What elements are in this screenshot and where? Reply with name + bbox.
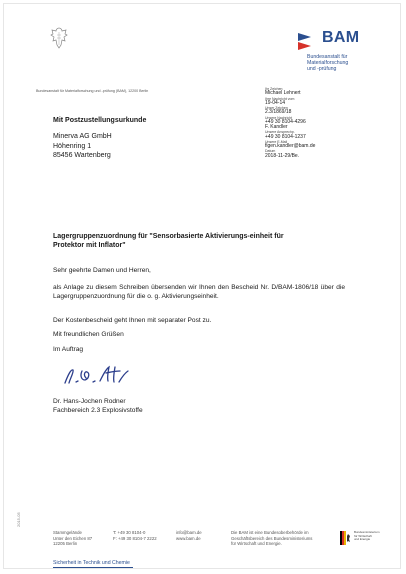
bam-logo-icon — [294, 30, 322, 52]
tagline-underline — [53, 567, 133, 568]
on-behalf: Im Auftrag — [53, 346, 84, 353]
ministry-name: Bundesministerium für Wirtschaft und Energie — [354, 530, 380, 542]
signer-department: Fachbereich 2.3 Explosivstoffe — [53, 407, 143, 415]
cost-note: Der Kostenbescheid geht Ihnen mit separater Post zu. — [53, 317, 212, 324]
ministry-eagle-icon — [340, 531, 352, 545]
form-code: 2015-05 — [16, 512, 21, 527]
letter-body: als Anlage zu diesem Schreiben übersenden wir Ihnen den Bescheid Nr. D/BAM-1806/18 über die Lagergruppenzuordnung für die o. g. Aktivierungseinheit. — [53, 284, 345, 301]
footer-authority: Die BAM ist eine Bundesoberbehörde im Geschäftsbereich des Bundesministeriums für Wirtschaft und Energie. — [231, 530, 313, 547]
tagline: Sicherheit in Technik und Chemie — [53, 560, 130, 566]
footer-phone: T: +49 30 8104-0 F: +49 30 8104-7 2222 — [113, 530, 157, 541]
letter-subject: Lagergruppenzuordnung für "Sensorbasierte Aktivierungs-einheit für Protektor mit Inflator" — [53, 233, 284, 250]
recipient-address: Minerva AG GmbH Höhenring 1 85456 Wartenberg — [53, 133, 112, 160]
delivery-method: Mit Postzustellungsurkunde — [53, 117, 147, 124]
salutation: Sehr geehrte Damen und Herren, — [53, 267, 151, 274]
footer-web: info@bam.de www.bam.de — [176, 530, 202, 541]
handwritten-signature — [62, 363, 132, 389]
reference-info: Ihr Zeichen Michael Lehnert Ihre Nachricht vom 19-04-14 Unser Zeichen 2.3/1869/18 Unsere Nachricht +49 30 8104-4296 F. Kandler Unsere Ansprechp. +49 30 8104-1237 Unsere E-Mail figen.kandler@bam.de Datum 2018-11-29/Be. — [265, 87, 316, 159]
signer-name: Dr. Hans-Jochen Rodner — [53, 398, 126, 405]
closing: Mit freundlichen Grüßen — [53, 331, 124, 338]
org-name: Bundesanstalt für Materialforschung und -prüfung — [307, 54, 349, 73]
footer-address: Stammgelände Unter den Eichen 87 12205 Berlin — [53, 530, 93, 547]
bam-logo-text: BAM — [322, 29, 360, 46]
signer — [53, 397, 143, 416]
sender-return-address: Bundesanstalt für Materialforschung und -prüfung (BAM), 12200 Berlin — [36, 89, 149, 93]
federal-eagle-icon — [48, 26, 70, 50]
